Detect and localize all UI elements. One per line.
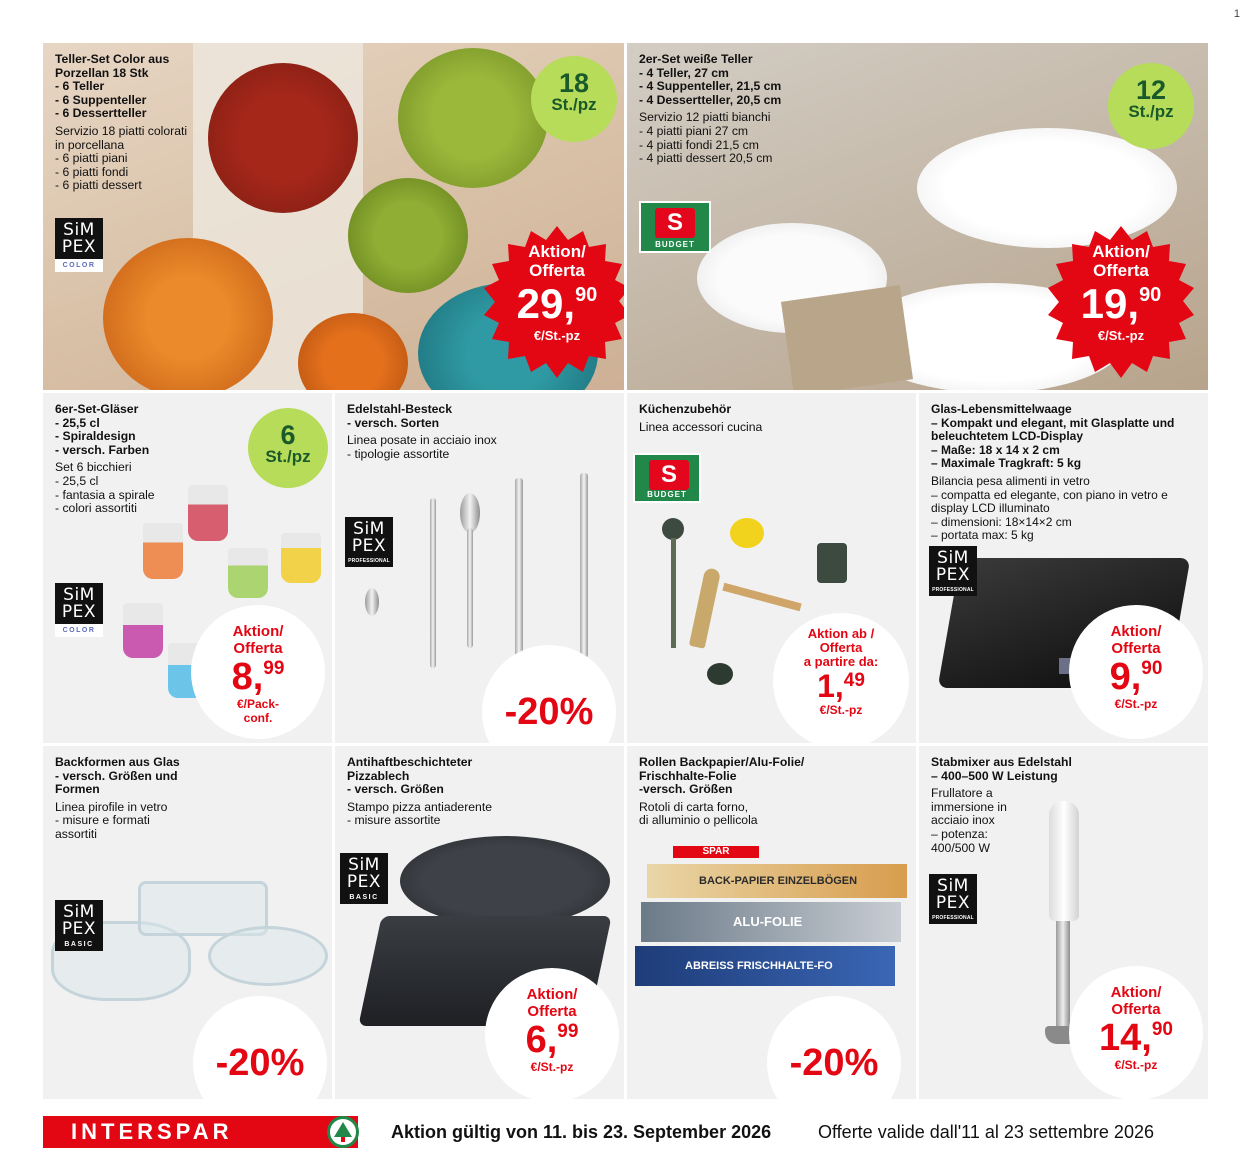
simpex-logo: SiM PEX COLOR — [55, 583, 103, 637]
fork-icon — [430, 498, 436, 668]
validity-de: Aktion gültig von 11. bis 23. September 2026 — [391, 1122, 772, 1142]
tile-glaeser[interactable] — [43, 393, 332, 743]
tile-weisse-teller[interactable] — [627, 43, 1208, 390]
title-de: Küchenzubehör — [639, 402, 732, 416]
title-de: Edelstahl-Besteck - versch. Sorten — [347, 402, 452, 430]
tile-waage[interactable] — [919, 393, 1208, 743]
glass-purple — [123, 603, 163, 658]
title-de: 2er-Set weiße Teller - 4 Teller, 27 cm - 4 Suppenteller, 21,5 cm - 4 Dessertteller, 20,5 cm — [639, 52, 782, 107]
spoon-handle — [467, 528, 473, 648]
price-circle: Aktion/ Offerta 8,99 €/Pack- conf. — [191, 605, 325, 739]
footer — [43, 1116, 1208, 1148]
description — [639, 756, 804, 828]
description — [347, 756, 492, 828]
tile-kuechenzubehoer[interactable] — [627, 393, 916, 743]
description — [639, 403, 762, 434]
s-budget-logo: S BUDGET — [639, 201, 711, 253]
simpex-logo: SiM PEX PROFESSIONAL — [929, 874, 977, 924]
description — [55, 403, 155, 516]
ladle-icon — [662, 518, 684, 540]
box-back-papier: BACK-PAPIER EINZELBÖGEN — [647, 864, 907, 898]
spoon-small-icon — [365, 588, 379, 616]
plate-red — [208, 63, 358, 213]
blender-shaft — [1056, 921, 1070, 1031]
knife2-icon — [580, 473, 588, 658]
simpex-logo: SiM PEX PROFESSIONAL — [929, 546, 977, 596]
description — [55, 53, 187, 193]
ladle-handle — [671, 538, 676, 648]
box-alu-folie: ALU-FOLIE — [641, 902, 901, 942]
text-it: Frullatore a immersione in acciaio inox – potenza: 400/500 W — [931, 786, 1007, 855]
plate-orange — [103, 238, 273, 390]
title-de: Teller-Set Color aus Porzellan 18 Stk - 6 Teller - 6 Suppenteller - 6 Dessertteller — [55, 52, 170, 121]
plate-green-mid — [348, 178, 468, 293]
discount-circle: -20% — [767, 996, 901, 1099]
knife-icon — [515, 478, 523, 658]
description — [55, 756, 180, 842]
plate-green-top — [398, 48, 548, 188]
price-burst: Aktion/ Offerta 29,90 €/St.-pz — [481, 226, 624, 378]
tile-pizzablech[interactable] — [335, 746, 624, 1099]
text-it: Servizio 18 piatti colorati in porcellana - 6 piatti piani - 6 piatti fondi - 6 piatti dessert — [55, 123, 188, 193]
validity-it: Offerte valide dall'11 al 23 settembre 2026 — [818, 1122, 1154, 1142]
offer-grid — [43, 43, 1208, 1099]
price-circle: Aktion/ Offerta 9,90 €/St.-pz — [1069, 605, 1203, 739]
text-it: Stampo pizza antiaderente - misure assortite — [347, 799, 492, 828]
text-it: Set 6 bicchieri - 25,5 cl - fantasia a spirale - colori assortiti — [55, 460, 155, 516]
spar-label: SPAR — [673, 846, 759, 858]
glass-green — [228, 548, 268, 598]
glass-orange — [143, 523, 183, 579]
spar-tree-icon — [327, 1116, 359, 1148]
tile-backformen[interactable] — [43, 746, 332, 1099]
pizza-tray-icon — [400, 836, 610, 926]
text-it: Linea posate in acciaio inox - tipologie assortite — [347, 433, 497, 461]
title-de: Backformen aus Glas - versch. Größen und Formen — [55, 755, 180, 797]
description — [931, 403, 1174, 543]
title-de: Glas-Lebensmittelwaage – Kompakt und elegant, mit Glasplatte und beleuchtetem LCD-Display – Maße: 18 x 14 x 2 cm – Maximale Tragkraft: 5 kg — [931, 402, 1175, 471]
page-number: 1 — [1233, 8, 1240, 20]
description — [639, 53, 781, 166]
tongs-icon — [722, 583, 801, 611]
tile-backpapier[interactable] — [627, 746, 916, 1099]
text-it: Rotoli di carta forno, di alluminio o pellicola — [639, 799, 758, 828]
price-circle: Aktion/ Offerta 6,99 €/St.-pz — [485, 968, 619, 1099]
price-burst: Aktion/ Offerta 19,90 €/St.-pz — [1045, 226, 1197, 378]
wooden-spatula-icon — [689, 567, 721, 649]
lemon-squeezer-icon — [730, 518, 764, 548]
turner-icon — [817, 543, 847, 583]
pieces-badge: 6 St./pz — [248, 408, 328, 488]
title-de: Rollen Backpapier/Alu-Folie/ Frischhalte-Folie -versch. Größen — [639, 755, 805, 797]
simpex-logo: SiM PEX BASIC — [340, 853, 388, 904]
tile-stabmixer[interactable] — [919, 746, 1208, 1099]
glass-red — [188, 485, 228, 541]
text-it: Servizio 12 piatti bianchi - 4 piatti piani 27 cm - 4 piatti fondi 21,5 cm - 4 piatti dessert 20,5 cm — [639, 110, 773, 166]
discount-circle: -20% — [193, 996, 327, 1099]
simpex-logo: SiM PEX COLOR — [55, 218, 103, 272]
s-budget-logo: S BUDGET — [633, 453, 701, 503]
title-de: 6er-Set-Gläser - 25,5 cl - Spiraldesign - versch. Farben — [55, 402, 150, 457]
pieces-badge: 18 St./pz — [531, 56, 617, 142]
box-frischhalte-folie: ABREISS FRISCHHALTE-FO — [635, 946, 895, 986]
spoon-large-icon — [460, 493, 480, 533]
discount-circle: -20% — [482, 645, 616, 743]
napkin — [781, 285, 913, 390]
title-de: Antihaftbeschichteter Pizzablech - versch. Größen — [347, 755, 473, 797]
glass-yellow — [281, 533, 321, 583]
simpex-logo: SiM PEX BASIC — [55, 900, 103, 951]
skimmer-icon — [707, 663, 733, 685]
price-circle: Aktion ab / Offerta a partire da: 1,49 €/St.-pz — [773, 613, 909, 743]
interspar-logo[interactable]: INTERSPAR — [43, 1116, 358, 1148]
description — [931, 756, 1072, 855]
tile-teller-set-color[interactable] — [43, 43, 624, 390]
description — [347, 403, 497, 461]
text-it: Linea pirofile in vetro - misure e formati assortiti — [55, 799, 168, 841]
text-it: Bilancia pesa alimenti in vetro – compatta ed elegante, con piano in vetro e display LCD illuminato – dimensioni: 18×14×2 cm – portata max: 5 kg — [931, 473, 1168, 543]
text-it: Linea accessori cucina — [639, 419, 763, 434]
simpex-logo: SiM PEX PROFESSIONAL — [345, 517, 393, 567]
title-de: Stabmixer aus Edelstahl – 400–500 W Leistung — [931, 755, 1072, 783]
pieces-badge: 12 St./pz — [1108, 63, 1194, 149]
price-circle: Aktion/ Offerta 14,90 €/St.-pz — [1069, 966, 1203, 1099]
glass-dish-oval — [208, 926, 328, 986]
tile-besteck[interactable] — [335, 393, 624, 743]
